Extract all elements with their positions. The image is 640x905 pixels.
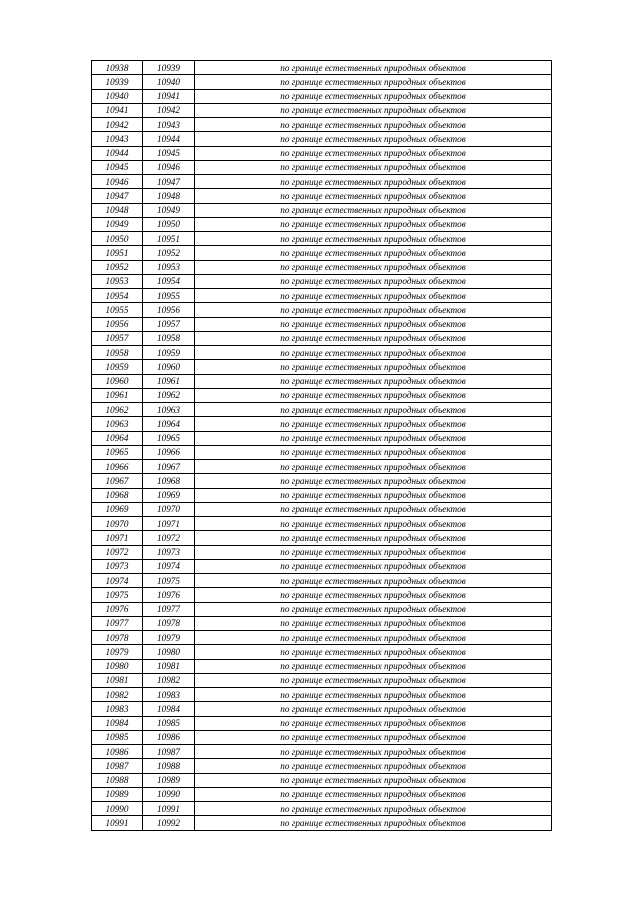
boundary-description-cell: по границе естественных природных объектов — [195, 559, 552, 573]
table-row — [92, 103, 552, 117]
point-to-cell: 10951 — [143, 232, 195, 246]
table-row — [92, 787, 552, 801]
table-row — [92, 61, 552, 75]
point-to-cell: 10963 — [143, 403, 195, 417]
point-from-cell: 10945 — [92, 160, 143, 174]
boundary-description-cell: по границе естественных природных объектов — [195, 260, 552, 274]
point-to-cell: 10967 — [143, 460, 195, 474]
table-row — [92, 160, 552, 174]
point-from-cell: 10991 — [92, 816, 143, 830]
point-from-cell: 10952 — [92, 260, 143, 274]
point-to-cell: 10949 — [143, 203, 195, 217]
boundary-description-cell: по границе естественных природных объектов — [195, 816, 552, 830]
point-from-cell: 10948 — [92, 203, 143, 217]
table-row — [92, 745, 552, 759]
boundary-description-cell: по границе естественных природных объектов — [195, 246, 552, 260]
point-to-cell: 10939 — [143, 61, 195, 75]
table-row — [92, 517, 552, 531]
point-to-cell: 10945 — [143, 146, 195, 160]
boundary-points-table — [91, 60, 552, 831]
table-row — [92, 716, 552, 730]
point-to-cell: 10991 — [143, 802, 195, 816]
table-row — [92, 673, 552, 687]
boundary-description-cell: по границе естественных природных объектов — [195, 759, 552, 773]
table-row — [92, 502, 552, 516]
point-from-cell: 10967 — [92, 474, 143, 488]
point-to-cell: 10952 — [143, 246, 195, 260]
table-row — [92, 189, 552, 203]
boundary-description-cell: по границе естественных природных объектов — [195, 474, 552, 488]
boundary-description-cell: по границе естественных природных объектов — [195, 730, 552, 744]
boundary-description-cell: по границе естественных природных объектов — [195, 403, 552, 417]
boundary-description-cell: по границе естественных природных объектов — [195, 460, 552, 474]
point-to-cell: 10975 — [143, 574, 195, 588]
table-row — [92, 260, 552, 274]
point-from-cell: 10980 — [92, 659, 143, 673]
table-row — [92, 118, 552, 132]
boundary-description-cell: по границе естественных природных объектов — [195, 189, 552, 203]
table-row — [92, 574, 552, 588]
table-row — [92, 688, 552, 702]
point-to-cell: 10954 — [143, 274, 195, 288]
boundary-description-cell: по границе естественных природных объектов — [195, 89, 552, 103]
table-row — [92, 730, 552, 744]
boundary-description-cell: по границе естественных природных объектов — [195, 61, 552, 75]
point-to-cell: 10966 — [143, 445, 195, 459]
table-row — [92, 588, 552, 602]
table-row — [92, 645, 552, 659]
point-to-cell: 10943 — [143, 118, 195, 132]
table-row — [92, 246, 552, 260]
point-to-cell: 10972 — [143, 531, 195, 545]
point-from-cell: 10941 — [92, 103, 143, 117]
boundary-description-cell: по границе естественных природных объектов — [195, 659, 552, 673]
boundary-description-cell: по границе естественных природных объектов — [195, 616, 552, 630]
point-to-cell: 10985 — [143, 716, 195, 730]
point-from-cell: 10947 — [92, 189, 143, 203]
table-row — [92, 289, 552, 303]
point-to-cell: 10976 — [143, 588, 195, 602]
point-from-cell: 10942 — [92, 118, 143, 132]
boundary-description-cell: по границе естественных природных объектов — [195, 431, 552, 445]
point-from-cell: 10968 — [92, 488, 143, 502]
point-to-cell: 10959 — [143, 346, 195, 360]
point-to-cell: 10942 — [143, 103, 195, 117]
point-to-cell: 10960 — [143, 360, 195, 374]
table-row — [92, 232, 552, 246]
table-row — [92, 132, 552, 146]
point-to-cell: 10944 — [143, 132, 195, 146]
boundary-description-cell: по границе естественных природных объектов — [195, 232, 552, 246]
boundary-description-cell: по границе естественных природных объектов — [195, 745, 552, 759]
point-from-cell: 10949 — [92, 217, 143, 231]
table-row — [92, 816, 552, 830]
point-from-cell: 10973 — [92, 559, 143, 573]
point-to-cell: 10977 — [143, 602, 195, 616]
table-row — [92, 360, 552, 374]
point-from-cell: 10985 — [92, 730, 143, 744]
boundary-description-cell: по границе естественных природных объектов — [195, 317, 552, 331]
table-row — [92, 403, 552, 417]
table-row — [92, 616, 552, 630]
table-row — [92, 460, 552, 474]
point-to-cell: 10961 — [143, 374, 195, 388]
boundary-description-cell: по границе естественных природных объектов — [195, 531, 552, 545]
boundary-description-cell: по границе естественных природных объектов — [195, 274, 552, 288]
point-to-cell: 10973 — [143, 545, 195, 559]
point-to-cell: 10965 — [143, 431, 195, 445]
table-row — [92, 773, 552, 787]
point-from-cell: 10961 — [92, 388, 143, 402]
boundary-description-cell: по границе естественных природных объектов — [195, 417, 552, 431]
point-to-cell: 10989 — [143, 773, 195, 787]
boundary-description-cell: по границе естественных природных объектов — [195, 802, 552, 816]
point-from-cell: 10981 — [92, 673, 143, 687]
point-to-cell: 10971 — [143, 517, 195, 531]
table-row — [92, 346, 552, 360]
point-to-cell: 10948 — [143, 189, 195, 203]
point-from-cell: 10970 — [92, 517, 143, 531]
boundary-description-cell: по границе естественных природных объектов — [195, 289, 552, 303]
point-from-cell: 10990 — [92, 802, 143, 816]
point-from-cell: 10953 — [92, 274, 143, 288]
point-to-cell: 10947 — [143, 175, 195, 189]
point-to-cell: 10956 — [143, 303, 195, 317]
point-to-cell: 10979 — [143, 631, 195, 645]
point-to-cell: 10988 — [143, 759, 195, 773]
point-to-cell: 10970 — [143, 502, 195, 516]
boundary-description-cell: по границе естественных природных объектов — [195, 645, 552, 659]
point-from-cell: 10982 — [92, 688, 143, 702]
point-from-cell: 10989 — [92, 787, 143, 801]
point-to-cell: 10983 — [143, 688, 195, 702]
table-row — [92, 531, 552, 545]
boundary-description-cell: по границе естественных природных объектов — [195, 346, 552, 360]
point-from-cell: 10984 — [92, 716, 143, 730]
point-from-cell: 10975 — [92, 588, 143, 602]
boundary-description-cell: по границе естественных природных объектов — [195, 517, 552, 531]
point-to-cell: 10978 — [143, 616, 195, 630]
point-to-cell: 10953 — [143, 260, 195, 274]
boundary-description-cell: по границе естественных природных объектов — [195, 773, 552, 787]
point-from-cell: 10978 — [92, 631, 143, 645]
point-from-cell: 10958 — [92, 346, 143, 360]
boundary-description-cell: по границе естественных природных объектов — [195, 175, 552, 189]
table-row — [92, 217, 552, 231]
boundary-description-cell: по границе естественных природных объектов — [195, 588, 552, 602]
point-to-cell: 10941 — [143, 89, 195, 103]
point-to-cell: 10981 — [143, 659, 195, 673]
point-from-cell: 10956 — [92, 317, 143, 331]
point-to-cell: 10984 — [143, 702, 195, 716]
point-from-cell: 10946 — [92, 175, 143, 189]
boundary-description-cell: по границе естественных природных объектов — [195, 203, 552, 217]
table-row — [92, 388, 552, 402]
boundary-description-cell: по границе естественных природных объектов — [195, 787, 552, 801]
boundary-description-cell: по границе естественных природных объектов — [195, 631, 552, 645]
point-from-cell: 10950 — [92, 232, 143, 246]
table-row — [92, 175, 552, 189]
point-from-cell: 10986 — [92, 745, 143, 759]
point-to-cell: 10940 — [143, 75, 195, 89]
table-row — [92, 659, 552, 673]
point-from-cell: 10940 — [92, 89, 143, 103]
boundary-description-cell: по границе естественных природных объектов — [195, 545, 552, 559]
point-to-cell: 10990 — [143, 787, 195, 801]
table-row — [92, 303, 552, 317]
table-row — [92, 317, 552, 331]
point-from-cell: 10957 — [92, 331, 143, 345]
point-from-cell: 10979 — [92, 645, 143, 659]
point-from-cell: 10964 — [92, 431, 143, 445]
boundary-description-cell: по границе естественных природных объектов — [195, 360, 552, 374]
table-row — [92, 89, 552, 103]
point-to-cell: 10964 — [143, 417, 195, 431]
point-from-cell: 10987 — [92, 759, 143, 773]
point-to-cell: 10962 — [143, 388, 195, 402]
table-row — [92, 445, 552, 459]
point-to-cell: 10968 — [143, 474, 195, 488]
boundary-description-cell: по границе естественных природных объектов — [195, 716, 552, 730]
point-from-cell: 10955 — [92, 303, 143, 317]
point-from-cell: 10976 — [92, 602, 143, 616]
boundary-description-cell: по границе естественных природных объектов — [195, 488, 552, 502]
point-from-cell: 10951 — [92, 246, 143, 260]
point-from-cell: 10974 — [92, 574, 143, 588]
table-row — [92, 602, 552, 616]
point-from-cell: 10988 — [92, 773, 143, 787]
point-to-cell: 10987 — [143, 745, 195, 759]
table-row — [92, 431, 552, 445]
boundary-description-cell: по границе естественных природных объектов — [195, 445, 552, 459]
boundary-description-cell: по границе естественных природных объектов — [195, 75, 552, 89]
boundary-description-cell: по границе естественных природных объектов — [195, 217, 552, 231]
table-row — [92, 331, 552, 345]
table-row — [92, 545, 552, 559]
table-row — [92, 759, 552, 773]
boundary-description-cell: по границе естественных природных объектов — [195, 574, 552, 588]
point-to-cell: 10957 — [143, 317, 195, 331]
point-to-cell: 10955 — [143, 289, 195, 303]
point-from-cell: 10960 — [92, 374, 143, 388]
table-row — [92, 559, 552, 573]
boundary-description-cell: по границе естественных природных объектов — [195, 103, 552, 117]
point-to-cell: 10958 — [143, 331, 195, 345]
table-row — [92, 702, 552, 716]
table-row — [92, 274, 552, 288]
point-to-cell: 10982 — [143, 673, 195, 687]
point-to-cell: 10992 — [143, 816, 195, 830]
point-to-cell: 10950 — [143, 217, 195, 231]
point-from-cell: 10944 — [92, 146, 143, 160]
boundary-description-cell: по границе естественных природных объектов — [195, 388, 552, 402]
point-from-cell: 10943 — [92, 132, 143, 146]
point-from-cell: 10972 — [92, 545, 143, 559]
boundary-description-cell: по границе естественных природных объектов — [195, 303, 552, 317]
point-from-cell: 10965 — [92, 445, 143, 459]
boundary-description-cell: по границе естественных природных объектов — [195, 132, 552, 146]
point-from-cell: 10969 — [92, 502, 143, 516]
boundary-description-cell: по границе естественных природных объектов — [195, 118, 552, 132]
boundary-description-cell: по границе естественных природных объектов — [195, 502, 552, 516]
table-row — [92, 75, 552, 89]
point-to-cell: 10986 — [143, 730, 195, 744]
table-row — [92, 631, 552, 645]
table-row — [92, 203, 552, 217]
point-from-cell: 10971 — [92, 531, 143, 545]
table-row — [92, 417, 552, 431]
point-to-cell: 10969 — [143, 488, 195, 502]
boundary-description-cell: по границе естественных природных объектов — [195, 160, 552, 174]
boundary-description-cell: по границе естественных природных объектов — [195, 688, 552, 702]
boundary-description-cell: по границе естественных природных объектов — [195, 702, 552, 716]
boundary-description-cell: по границе естественных природных объектов — [195, 602, 552, 616]
point-from-cell: 10962 — [92, 403, 143, 417]
point-from-cell: 10939 — [92, 75, 143, 89]
table-row — [92, 474, 552, 488]
table-body — [92, 61, 552, 831]
boundary-description-cell: по границе естественных природных объектов — [195, 146, 552, 160]
point-from-cell: 10954 — [92, 289, 143, 303]
table-row — [92, 146, 552, 160]
point-to-cell: 10980 — [143, 645, 195, 659]
point-from-cell: 10977 — [92, 616, 143, 630]
table-row — [92, 374, 552, 388]
boundary-description-cell: по границе естественных природных объектов — [195, 673, 552, 687]
point-from-cell: 10966 — [92, 460, 143, 474]
point-to-cell: 10946 — [143, 160, 195, 174]
boundary-description-cell: по границе естественных природных объектов — [195, 374, 552, 388]
point-from-cell: 10983 — [92, 702, 143, 716]
table-row — [92, 488, 552, 502]
point-to-cell: 10974 — [143, 559, 195, 573]
table-row — [92, 802, 552, 816]
boundary-description-cell: по границе естественных природных объектов — [195, 331, 552, 345]
point-from-cell: 10938 — [92, 61, 143, 75]
point-from-cell: 10959 — [92, 360, 143, 374]
point-from-cell: 10963 — [92, 417, 143, 431]
